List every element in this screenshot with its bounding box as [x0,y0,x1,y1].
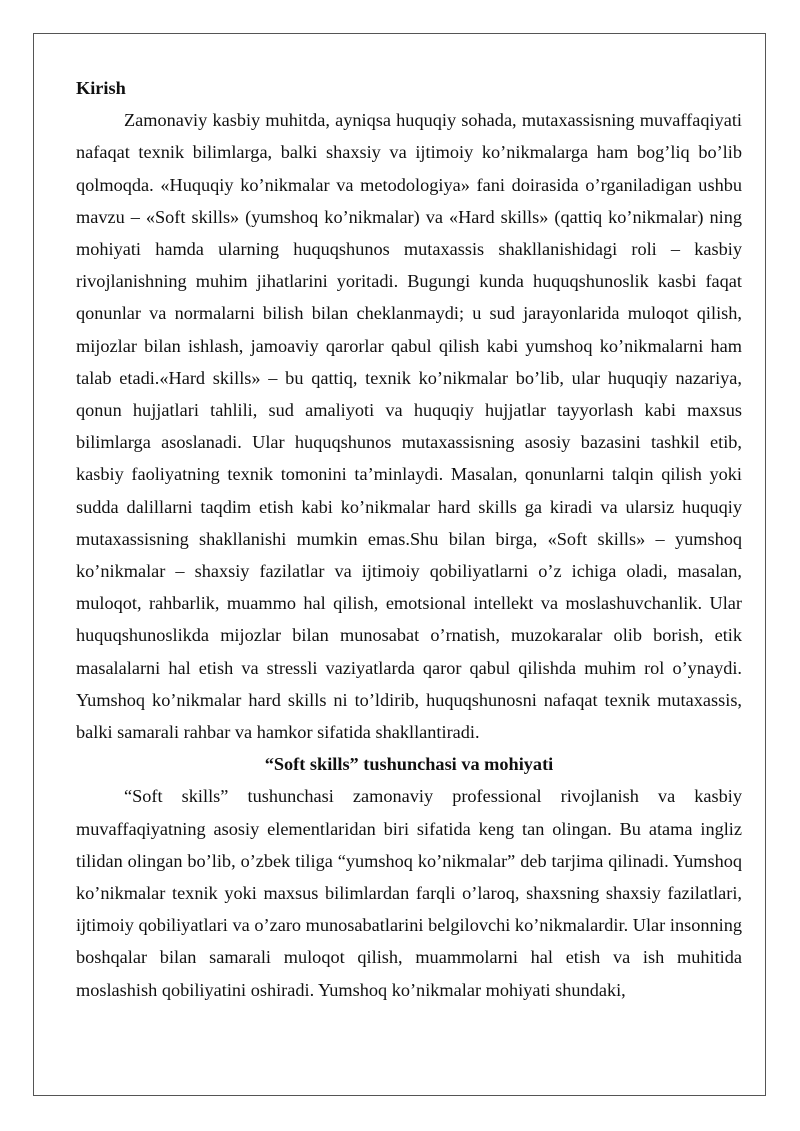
intro-paragraph: Zamonaviy kasbiy muhitda, ayniqsa huquqiy sohada, mutaxassisning muvaffaqiyati nafaqat texnik bilimlarga, balki shaxsiy va ijtimoiy ko’nikmalarga ham bog’liq bo’lib qolmoqda. «Huquqiy ko’nikmalar va metodologiya» fani doirasida o’rganiladigan ushbu mavzu – «Soft skills» (yumshoq ko’nikmalar) va «Hard skills» (qattiq ko’nikmalar) ning mohiyati hamda ularning huquqshunos mutaxassis shakllanishidagi roli – kasbiy rivojlanishning muhim jihatlarini yoritadi. Bugungi kunda huquqshunoslik kasbi faqat qonunlar va normalarni bilish bilan cheklanmaydi; u sud jarayonlarida muloqot qilish, mijozlar bilan ishlash, jamoaviy qarorlar qabul qilish kabi yumshoq ko’nikmalarni ham talab etadi.«Hard skills» – bu qattiq, texnik ko’nikmalar bo’lib, ular huquqiy nazariya, qonun hujjatlari tahlili, sud amaliyoti va huquqiy hujjatlar tayyorlash kabi maxsus bilimlarga asoslanadi. Ular huquqshunos mutaxassisning asosiy bazasini tashkil etib, kasbiy faoliyatning texnik tomonini ta’minlaydi. Masalan, qonunlarni talqin qilish yoki sudda dalillarni taqdim etish kabi ko’nikmalar hard skills ga kiradi va ularsiz huquqiy mutaxassisning shakllanishi mumkin emas.Shu bilan birga, «Soft skills» – yumshoq ko’nikmalar – shaxsiy fazilatlar va ijtimoiy qobiliyatlarni o’z ichiga oladi, masalan, muloqot, rahbarlik, muammo hal qilish, emotsional intellekt va moslashuvchanlik. Ular huquqshunoslikda mijozlar bilan munosabat o’rnatish, muzokaralar olib borish, etik masalalarni hal etish va stressli vaziyatlarda qaror qabul qilishda muhim rol o’ynaydi. Yumshoq ko’nikmalar hard skills ni to’ldirib, huquqshunosni nafaqat texnik mutaxassis, balki samarali rahbar va hamkor sifatida shakllantiradi. [76,110,742,743]
document-body [76,72,742,1006]
section-heading: “Soft skills” tushunchasi va mohiyati [264,754,554,775]
section-paragraph: “Soft skills” tushunchasi zamonaviy professional rivojlanish va kasbiy muvaffaqiyatning asosiy elementlaridan biri sifatida keng tan olingan. Bu atama ingliz tilidan olingan bo’lib, o’zbek tiliga “yumshoq ko’nikmalar” deb tarjima qilinadi. Yumshoq ko’nikmalar texnik yoki maxsus bilimlardan farqli o’laroq, shaxsning shaxsiy fazilatlari, ijtimoiy qobiliyatlari va o’zaro munosabatlarini belgilovchi ko’nikmalardir. Ular insonning boshqalar bilan samarali muloqot qilish, muammolarni hal etish va ish muhitida moslashish qobiliyatini oshiradi. Yumshoq ko’nikmalar mohiyati shundaki, [76,786,742,1000]
intro-heading: Kirish [76,78,126,98]
